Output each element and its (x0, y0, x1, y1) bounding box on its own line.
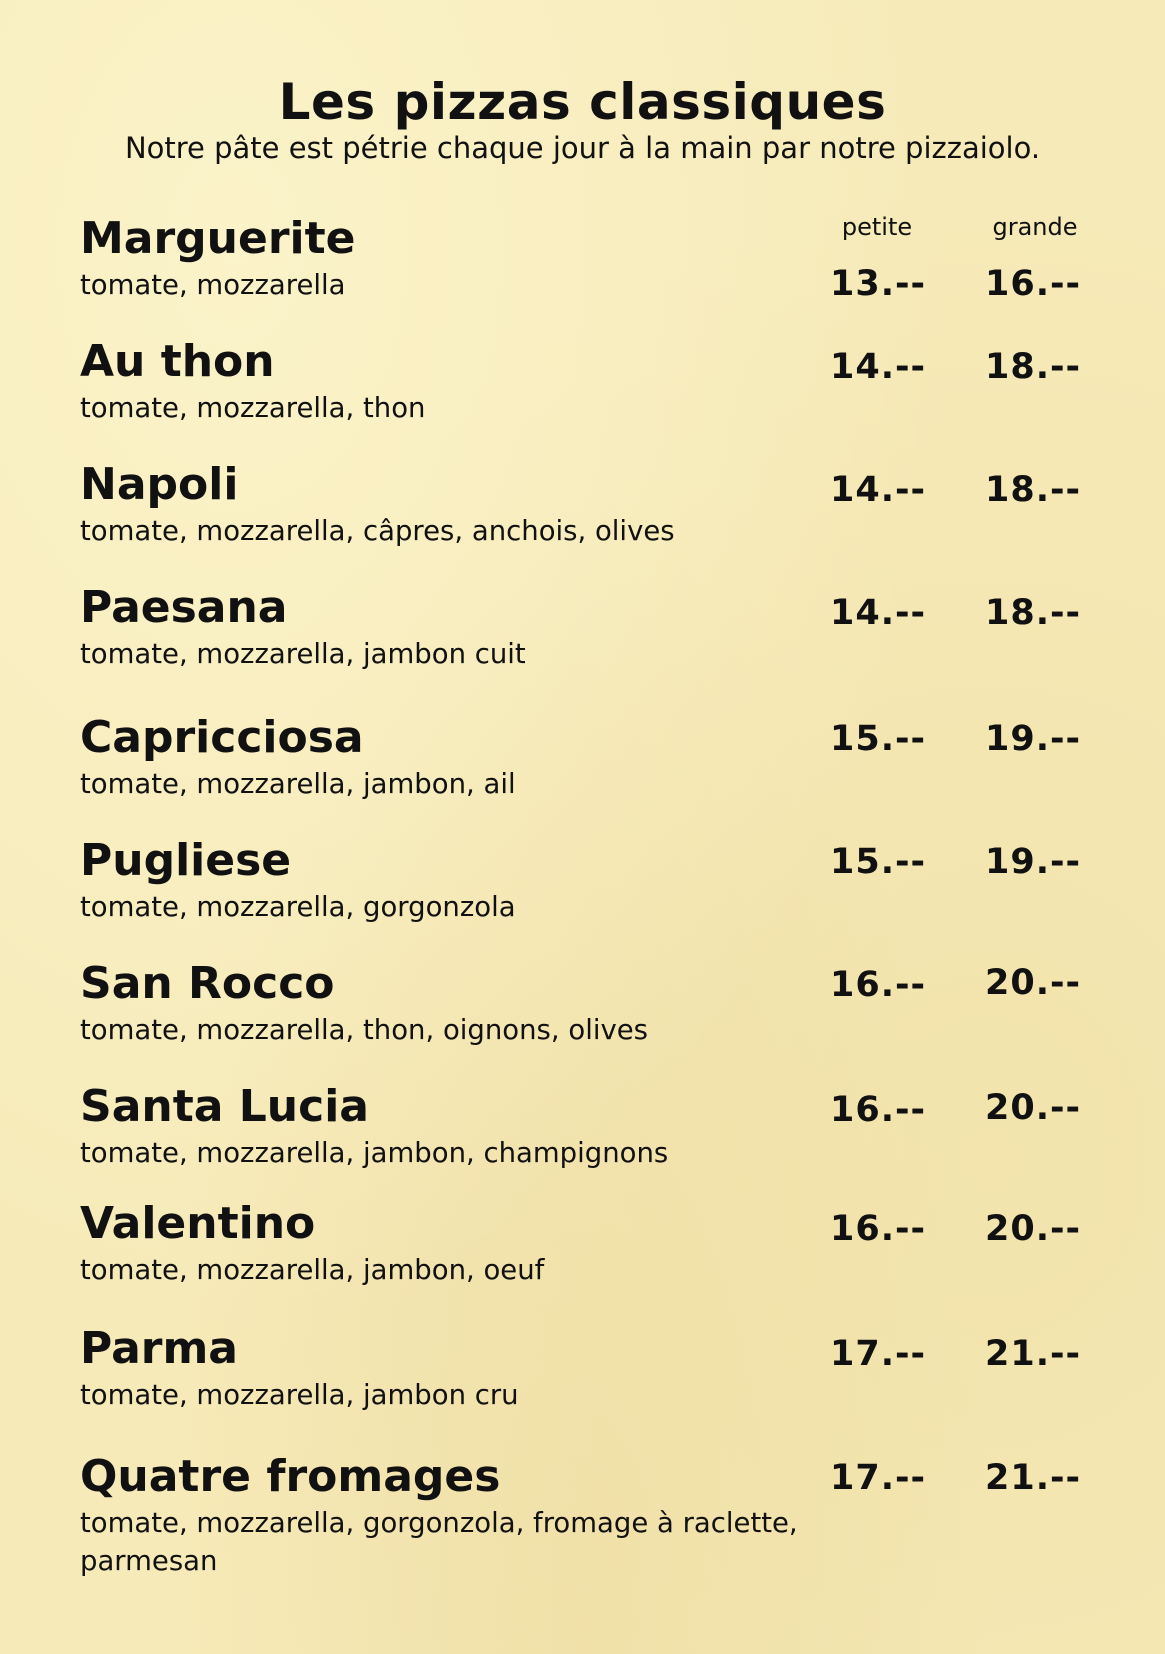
pizza-ingredients: tomate, mozzarella, jambon, champignons (80, 1137, 669, 1169)
price-petite: 16.-- (830, 1090, 927, 1130)
price-grande: 20.-- (985, 1088, 1082, 1128)
price-petite: 13.-- (830, 264, 927, 304)
price-grande: 19.-- (985, 719, 1082, 759)
pizza-name: Quatre fromages (80, 1451, 501, 1502)
price-petite: 17.-- (830, 1458, 927, 1498)
pizza-ingredients: tomate, mozzarella, thon (80, 392, 426, 424)
column-header-grande: grande (992, 213, 1078, 241)
pizza-name: Marguerite (80, 213, 356, 264)
pizza-ingredients: tomate, mozzarella (80, 269, 346, 301)
pizza-name: Santa Lucia (80, 1081, 369, 1132)
price-grande: 21.-- (985, 1458, 1082, 1498)
price-petite: 17.-- (830, 1334, 927, 1374)
price-grande: 18.-- (985, 470, 1082, 510)
pizza-name: Paesana (80, 582, 288, 633)
pizza-ingredients: tomate, mozzarella, jambon cuit (80, 638, 526, 670)
price-petite: 14.-- (830, 347, 927, 387)
price-grande: 18.-- (985, 347, 1082, 387)
price-grande: 20.-- (985, 1209, 1082, 1249)
pizza-ingredients: tomate, mozzarella, thon, oignons, olives (80, 1014, 648, 1046)
pizza-ingredients: tomate, mozzarella, gorgonzola (80, 891, 516, 923)
pizza-name: Pugliese (80, 835, 292, 886)
pizza-name: Valentino (80, 1198, 316, 1249)
price-petite: 14.-- (830, 593, 927, 633)
price-grande: 18.-- (985, 593, 1082, 633)
page-title: Les pizzas classiques (278, 73, 887, 131)
price-petite: 15.-- (830, 719, 927, 759)
pizza-ingredients: tomate, mozzarella, jambon, oeuf (80, 1254, 545, 1286)
column-header-petite: petite (841, 213, 913, 241)
pizza-name: San Rocco (80, 958, 335, 1009)
price-petite: 14.-- (830, 470, 927, 510)
pizza-name: Parma (80, 1323, 238, 1374)
page-subtitle: Notre pâte est pétrie chaque jour à la main par notre pizzaiolo. (124, 131, 1041, 165)
price-grande: 16.-- (985, 264, 1082, 304)
price-petite: 16.-- (830, 965, 927, 1005)
pizza-name: Capricciosa (80, 712, 364, 763)
price-grande: 19.-- (985, 842, 1082, 882)
pizza-ingredients: tomate, mozzarella, jambon cru (80, 1379, 519, 1411)
pizza-name: Au thon (80, 336, 275, 387)
price-petite: 15.-- (830, 842, 927, 882)
price-petite: 16.-- (830, 1209, 927, 1249)
pizza-ingredients: tomate, mozzarella, jambon, ail (80, 768, 516, 800)
pizza-name: Napoli (80, 459, 239, 510)
pizza-ingredients: tomate, mozzarella, gorgonzola, fromage à raclette, parmesan (80, 1507, 798, 1577)
price-grande: 20.-- (985, 963, 1082, 1003)
pizza-ingredients: tomate, mozzarella, câpres, anchois, olives (80, 515, 675, 547)
price-grande: 21.-- (985, 1334, 1082, 1374)
